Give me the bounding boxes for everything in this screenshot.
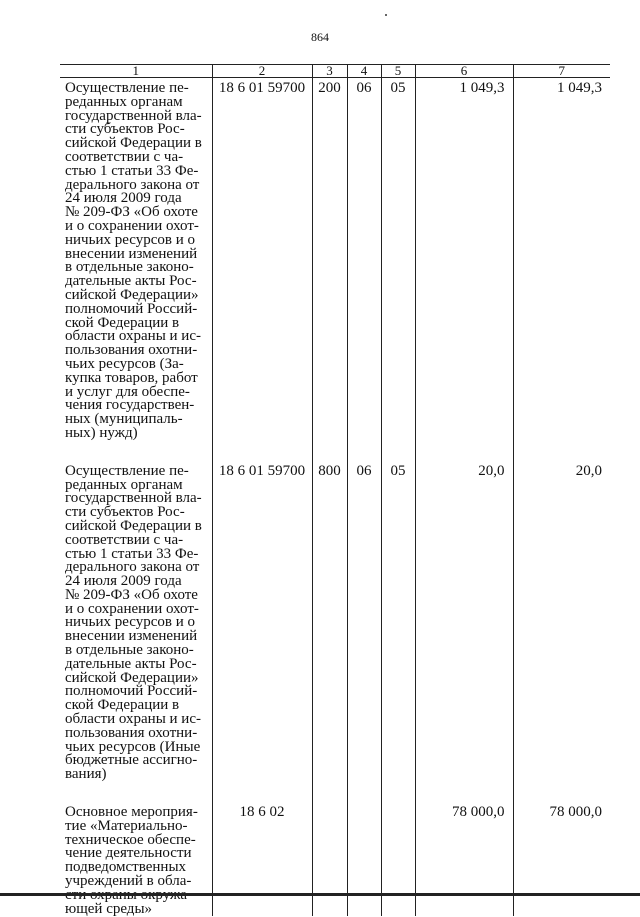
- row-col-5: [381, 802, 415, 916]
- row-col-5: 05: [381, 78, 415, 441]
- row-col-4: [347, 802, 381, 916]
- table-row: [60, 78, 610, 441]
- row-col-7: 1 049,3: [513, 78, 610, 441]
- header-col-2: 2: [212, 65, 312, 78]
- row-col-6: 1 049,3: [415, 78, 513, 441]
- budget-table: [60, 64, 610, 916]
- row-col-7: 78 000,0: [513, 802, 610, 916]
- header-col-5: 5: [381, 65, 415, 78]
- row-spacer: [60, 441, 610, 461]
- header-row: [60, 65, 610, 78]
- row-code: 18 6 02: [212, 802, 312, 916]
- row-code: 18 6 01 59700: [212, 78, 312, 441]
- row-code: 18 6 01 59700: [212, 461, 312, 782]
- scan-bottom-edge: [0, 893, 640, 896]
- row-description: Основное мероприя- тие «Материально- техническое обеспе- чение деятельности подведомственных учреждений в обла- ющей среды»: [65, 804, 198, 917]
- table-row: [60, 461, 610, 782]
- row-description: Осуществление пе- реданных органам государственной вла- сти субъектов Рос- сийской Федерации в соответствии с ча- стью 1 статьи 33 Фе- дерального закона от 24 июля 2009 года № 209-ФЗ «Об охоте и о сохранении охот- ничьих ресурсов и о внесении изменений в отдельные законо- дательные акты Рос- сийской Федерации» полномочий Россий- ской Федерации в области охраны и ис- пользования охотни- чьих ресурсов (Иные бюджетные ассигно- вания): [65, 462, 202, 783]
- row-col-3: 200: [312, 78, 347, 441]
- row-col-6: 20,0: [415, 461, 513, 782]
- row-col-5: 05: [381, 461, 415, 782]
- page-number: 864: [311, 30, 329, 44]
- row-col-4: 06: [347, 461, 381, 782]
- header-col-1: 1: [60, 65, 212, 78]
- row-spacer: [60, 782, 610, 802]
- row-col-3: [312, 802, 347, 916]
- row-description: Осуществление пе- реданных органам государственной вла- сти субъектов Рос- сийской Федерации в соответствии с ча- стью 1 статьи 33 Фе- дерального закона от 24 июля 2009 года № 209-ФЗ «Об охоте и о сохранении охот- ничьих ресурсов и о внесении изменений в отдельные законо- дательные акты Рос- сийской Федерации» полномочий Россий- ской Федерации в области охраны и ис- пользования охотни- чьих ресурсов (За- купка товаров, работ и услуг для обеспе- чения государствен- ных (муниципаль- ных) нужд): [65, 80, 202, 441]
- row-col-4: 06: [347, 78, 381, 441]
- row-col-7: 20,0: [513, 461, 610, 782]
- header-col-7: 7: [513, 65, 610, 78]
- header-col-3: 3: [312, 65, 347, 78]
- row-col-6: 78 000,0: [415, 802, 513, 916]
- header-col-6: 6: [415, 65, 513, 78]
- scan-speck: [385, 14, 387, 16]
- row-col-3: 800: [312, 461, 347, 782]
- header-col-4: 4: [347, 65, 381, 78]
- table-row: [60, 802, 610, 916]
